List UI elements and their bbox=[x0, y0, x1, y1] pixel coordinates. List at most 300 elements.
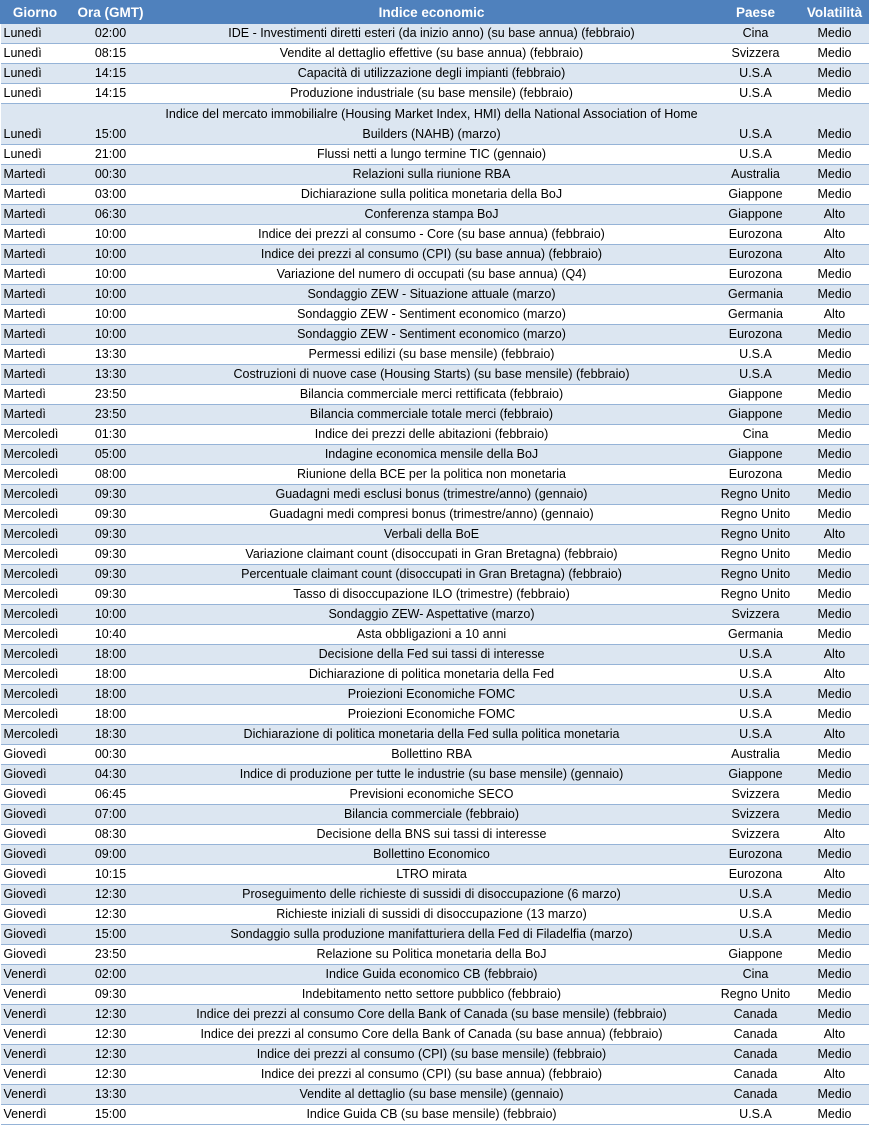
table-row bbox=[1, 765, 869, 785]
cell-time: 18:00 bbox=[70, 705, 152, 725]
table-row bbox=[1, 44, 869, 64]
cell-indicator: Richieste iniziali di sussidi di disoccupazione (13 marzo) bbox=[152, 905, 712, 925]
table-row bbox=[1, 225, 869, 245]
cell-time: 00:30 bbox=[70, 165, 152, 185]
table-row bbox=[1, 245, 869, 265]
header-indice: Indice economic bbox=[152, 1, 712, 24]
cell-country: Giappone bbox=[712, 185, 800, 205]
table-row bbox=[1, 965, 869, 985]
cell-time: 10:00 bbox=[70, 325, 152, 345]
cell-indicator: Indagine economica mensile della BoJ bbox=[152, 445, 712, 465]
cell-indicator: Dichiarazione di politica monetaria della Fed sulla politica monetaria bbox=[152, 725, 712, 745]
cell-time: 10:15 bbox=[70, 865, 152, 885]
cell-day: Martedì bbox=[1, 225, 70, 245]
cell-day: Giovedì bbox=[1, 805, 70, 825]
cell-time: 15:00 bbox=[70, 925, 152, 945]
cell-day: Martedì bbox=[1, 265, 70, 285]
cell-indicator: Asta obbligazioni a 10 anni bbox=[152, 625, 712, 645]
cell-country: Giappone bbox=[712, 405, 800, 425]
table-row bbox=[1, 785, 869, 805]
cell-country: Svizzera bbox=[712, 785, 800, 805]
cell-time: 02:00 bbox=[70, 965, 152, 985]
cell-day: Venerdì bbox=[1, 985, 70, 1005]
cell-indicator: Indice dei prezzi delle abitazioni (febbraio) bbox=[152, 425, 712, 445]
cell-indicator: IDE - Investimenti diretti esteri (da inizio anno) (su base annua) (febbraio) bbox=[152, 24, 712, 44]
cell-country: U.S.A bbox=[712, 665, 800, 685]
cell-country: Svizzera bbox=[712, 825, 800, 845]
cell-volatility: Medio bbox=[800, 185, 869, 205]
cell-day: Venerdì bbox=[1, 1085, 70, 1105]
cell-country: Regno Unito bbox=[712, 985, 800, 1005]
cell-volatility: Medio bbox=[800, 485, 869, 505]
cell-indicator: Dichiarazione di politica monetaria della Fed bbox=[152, 665, 712, 685]
cell-day: Giovedì bbox=[1, 745, 70, 765]
cell-country: Eurozona bbox=[712, 465, 800, 485]
cell-volatility: Medio bbox=[800, 84, 869, 104]
table-row bbox=[1, 345, 869, 365]
cell-indicator: Sondaggio ZEW - Sentiment economico (marzo) bbox=[152, 305, 712, 325]
cell-time: 09:30 bbox=[70, 985, 152, 1005]
cell-country: Canada bbox=[712, 1065, 800, 1085]
cell-volatility: Alto bbox=[800, 1065, 869, 1085]
cell-indicator: Proiezioni Economiche FOMC bbox=[152, 685, 712, 705]
cell-day: Mercoledì bbox=[1, 665, 70, 685]
table-row bbox=[1, 485, 869, 505]
cell-time: 09:30 bbox=[70, 565, 152, 585]
cell-volatility: Medio bbox=[800, 104, 869, 145]
cell-day: Mercoledì bbox=[1, 525, 70, 545]
cell-time: 06:30 bbox=[70, 205, 152, 225]
cell-day: Venerdì bbox=[1, 1105, 70, 1125]
table-row bbox=[1, 1065, 869, 1085]
cell-time: 13:30 bbox=[70, 1085, 152, 1105]
cell-time: 10:00 bbox=[70, 305, 152, 325]
cell-country: Giappone bbox=[712, 765, 800, 785]
cell-volatility: Medio bbox=[800, 565, 869, 585]
cell-indicator: Indice dei prezzi al consumo Core della Bank of Canada (su base mensile) (febbraio) bbox=[152, 1005, 712, 1025]
cell-country: Cina bbox=[712, 24, 800, 44]
table-row bbox=[1, 945, 869, 965]
cell-day: Venerdì bbox=[1, 965, 70, 985]
cell-country: U.S.A bbox=[712, 64, 800, 84]
table-row bbox=[1, 185, 869, 205]
cell-volatility: Medio bbox=[800, 805, 869, 825]
cell-indicator: Conferenza stampa BoJ bbox=[152, 205, 712, 225]
cell-country: Germania bbox=[712, 285, 800, 305]
cell-volatility: Alto bbox=[800, 525, 869, 545]
cell-day: Martedì bbox=[1, 305, 70, 325]
cell-country: Germania bbox=[712, 625, 800, 645]
cell-time: 04:30 bbox=[70, 765, 152, 785]
cell-volatility: Medio bbox=[800, 545, 869, 565]
table-row bbox=[1, 665, 869, 685]
cell-volatility: Medio bbox=[800, 625, 869, 645]
table-row bbox=[1, 325, 869, 345]
cell-indicator: Sondaggio sulla produzione manifatturiera della Fed di Filadelfia (marzo) bbox=[152, 925, 712, 945]
cell-country: U.S.A bbox=[712, 885, 800, 905]
cell-day: Mercoledì bbox=[1, 605, 70, 625]
cell-time: 18:30 bbox=[70, 725, 152, 745]
cell-volatility: Medio bbox=[800, 505, 869, 525]
cell-time: 12:30 bbox=[70, 885, 152, 905]
cell-volatility: Medio bbox=[800, 745, 869, 765]
cell-country: U.S.A bbox=[712, 725, 800, 745]
cell-indicator: Capacità di utilizzazione degli impianti (febbraio) bbox=[152, 64, 712, 84]
cell-country: Regno Unito bbox=[712, 585, 800, 605]
cell-country: Giappone bbox=[712, 445, 800, 465]
cell-day: Martedì bbox=[1, 245, 70, 265]
cell-country: Svizzera bbox=[712, 805, 800, 825]
table-row bbox=[1, 645, 869, 665]
cell-country: U.S.A bbox=[712, 905, 800, 925]
cell-time: 01:30 bbox=[70, 425, 152, 445]
cell-day: Mercoledì bbox=[1, 625, 70, 645]
cell-country: U.S.A bbox=[712, 1105, 800, 1125]
cell-country: Regno Unito bbox=[712, 505, 800, 525]
cell-country: U.S.A bbox=[712, 685, 800, 705]
cell-time: 00:30 bbox=[70, 745, 152, 765]
cell-time: 18:00 bbox=[70, 685, 152, 705]
table-row bbox=[1, 1085, 869, 1105]
cell-day: Mercoledì bbox=[1, 705, 70, 725]
cell-indicator: Indice dei prezzi al consumo (CPI) (su base mensile) (febbraio) bbox=[152, 1045, 712, 1065]
cell-indicator: Produzione industriale (su base mensile) (febbraio) bbox=[152, 84, 712, 104]
cell-day: Lunedì bbox=[1, 64, 70, 84]
cell-volatility: Medio bbox=[800, 585, 869, 605]
cell-day: Martedì bbox=[1, 345, 70, 365]
cell-time: 08:00 bbox=[70, 465, 152, 485]
table-row bbox=[1, 145, 869, 165]
cell-day: Martedì bbox=[1, 365, 70, 385]
cell-indicator: Guadagni medi compresi bonus (trimestre/anno) (gennaio) bbox=[152, 505, 712, 525]
header-ora: Ora (GMT) bbox=[70, 1, 152, 24]
cell-time: 07:00 bbox=[70, 805, 152, 825]
cell-indicator: Verbali della BoE bbox=[152, 525, 712, 545]
cell-country: U.S.A bbox=[712, 925, 800, 945]
cell-day: Lunedì bbox=[1, 145, 70, 165]
cell-day: Venerdì bbox=[1, 1045, 70, 1065]
cell-country: Canada bbox=[712, 1025, 800, 1045]
cell-volatility: Alto bbox=[800, 225, 869, 245]
cell-volatility: Alto bbox=[800, 205, 869, 225]
cell-day: Martedì bbox=[1, 165, 70, 185]
cell-time: 10:00 bbox=[70, 245, 152, 265]
cell-country: Cina bbox=[712, 965, 800, 985]
cell-day: Mercoledì bbox=[1, 485, 70, 505]
table-row bbox=[1, 1005, 869, 1025]
cell-country: U.S.A bbox=[712, 705, 800, 725]
cell-indicator: Indice dei prezzi al consumo (CPI) (su base annua) (febbraio) bbox=[152, 245, 712, 265]
cell-day: Giovedì bbox=[1, 765, 70, 785]
cell-indicator: Costruzioni di nuove case (Housing Starts) (su base mensile) (febbraio) bbox=[152, 365, 712, 385]
cell-indicator: Indice di produzione per tutte le industrie (su base mensile) (gennaio) bbox=[152, 765, 712, 785]
cell-country: Canada bbox=[712, 1045, 800, 1065]
cell-indicator: Guadagni medi esclusi bonus (trimestre/anno) (gennaio) bbox=[152, 485, 712, 505]
cell-time: 10:40 bbox=[70, 625, 152, 645]
table-row bbox=[1, 585, 869, 605]
cell-indicator: LTRO mirata bbox=[152, 865, 712, 885]
cell-country: Canada bbox=[712, 1085, 800, 1105]
cell-indicator: Indice Guida economico CB (febbraio) bbox=[152, 965, 712, 985]
cell-indicator: Riunione della BCE per la politica non monetaria bbox=[152, 465, 712, 485]
table-row bbox=[1, 685, 869, 705]
cell-country: Eurozona bbox=[712, 325, 800, 345]
cell-volatility: Medio bbox=[800, 405, 869, 425]
cell-country: Giappone bbox=[712, 385, 800, 405]
cell-volatility: Medio bbox=[800, 1105, 869, 1125]
cell-volatility: Medio bbox=[800, 265, 869, 285]
table-row bbox=[1, 565, 869, 585]
cell-indicator: Dichiarazione sulla politica monetaria della BoJ bbox=[152, 185, 712, 205]
table-row bbox=[1, 24, 869, 44]
cell-day: Giovedì bbox=[1, 865, 70, 885]
cell-country: U.S.A bbox=[712, 365, 800, 385]
cell-time: 09:30 bbox=[70, 485, 152, 505]
table-row bbox=[1, 285, 869, 305]
cell-time: 21:00 bbox=[70, 145, 152, 165]
cell-time: 12:30 bbox=[70, 1025, 152, 1045]
cell-time: 12:30 bbox=[70, 905, 152, 925]
cell-volatility: Alto bbox=[800, 865, 869, 885]
cell-time: 08:30 bbox=[70, 825, 152, 845]
cell-day: Mercoledì bbox=[1, 465, 70, 485]
cell-time: 09:30 bbox=[70, 505, 152, 525]
cell-country: Eurozona bbox=[712, 225, 800, 245]
cell-volatility: Alto bbox=[800, 645, 869, 665]
cell-day: Giovedì bbox=[1, 785, 70, 805]
cell-volatility: Medio bbox=[800, 845, 869, 865]
cell-country: U.S.A bbox=[712, 345, 800, 365]
table-row bbox=[1, 525, 869, 545]
cell-day: Martedì bbox=[1, 205, 70, 225]
cell-volatility: Alto bbox=[800, 725, 869, 745]
cell-volatility: Medio bbox=[800, 1045, 869, 1065]
cell-volatility: Alto bbox=[800, 245, 869, 265]
cell-indicator: Previsioni economiche SECO bbox=[152, 785, 712, 805]
cell-indicator: Bilancia commerciale totale merci (febbraio) bbox=[152, 405, 712, 425]
cell-time: 18:00 bbox=[70, 665, 152, 685]
cell-day: Martedì bbox=[1, 325, 70, 345]
cell-time: 09:30 bbox=[70, 585, 152, 605]
cell-day: Lunedì bbox=[1, 24, 70, 44]
cell-indicator: Proseguimento delle richieste di sussidi di disoccupazione (6 marzo) bbox=[152, 885, 712, 905]
cell-time: 02:00 bbox=[70, 24, 152, 44]
cell-time: 09:00 bbox=[70, 845, 152, 865]
cell-country: Australia bbox=[712, 165, 800, 185]
table-row bbox=[1, 425, 869, 445]
cell-indicator: Variazione del numero di occupati (su base annua) (Q4) bbox=[152, 265, 712, 285]
cell-day: Venerdì bbox=[1, 1025, 70, 1045]
cell-volatility: Medio bbox=[800, 64, 869, 84]
cell-time: 13:30 bbox=[70, 345, 152, 365]
table-row bbox=[1, 985, 869, 1005]
cell-time: 12:30 bbox=[70, 1005, 152, 1025]
cell-indicator: Indebitamento netto settore pubblico (febbraio) bbox=[152, 985, 712, 1005]
cell-country: Eurozona bbox=[712, 845, 800, 865]
table-row bbox=[1, 84, 869, 104]
cell-indicator: Indice dei prezzi al consumo Core della Bank of Canada (su base annua) (febbraio) bbox=[152, 1025, 712, 1045]
cell-time: 10:00 bbox=[70, 605, 152, 625]
cell-volatility: Medio bbox=[800, 385, 869, 405]
cell-time: 12:30 bbox=[70, 1065, 152, 1085]
cell-day: Giovedì bbox=[1, 825, 70, 845]
cell-time: 05:00 bbox=[70, 445, 152, 465]
cell-country: Canada bbox=[712, 1005, 800, 1025]
cell-volatility: Medio bbox=[800, 285, 869, 305]
cell-indicator: Decisione della BNS sui tassi di interesse bbox=[152, 825, 712, 845]
cell-country: Giappone bbox=[712, 205, 800, 225]
cell-volatility: Medio bbox=[800, 1085, 869, 1105]
cell-day: Venerdì bbox=[1, 1005, 70, 1025]
cell-volatility: Medio bbox=[800, 965, 869, 985]
cell-country: Australia bbox=[712, 745, 800, 765]
cell-day: Mercoledì bbox=[1, 565, 70, 585]
cell-volatility: Alto bbox=[800, 825, 869, 845]
cell-day: Giovedì bbox=[1, 845, 70, 865]
cell-volatility: Medio bbox=[800, 445, 869, 465]
table-row bbox=[1, 505, 869, 525]
cell-indicator: Indice del mercato immobilialre (Housing Market Index, HMI) della National Association of Home Builders (NAHB) (marzo) bbox=[152, 104, 712, 145]
table-row bbox=[1, 104, 869, 145]
cell-indicator: Indice Guida CB (su base mensile) (febbraio) bbox=[152, 1105, 712, 1125]
cell-day: Giovedì bbox=[1, 945, 70, 965]
cell-day: Martedì bbox=[1, 385, 70, 405]
table-row bbox=[1, 1105, 869, 1125]
cell-time: 13:30 bbox=[70, 365, 152, 385]
cell-country: Eurozona bbox=[712, 265, 800, 285]
cell-indicator: Variazione claimant count (disoccupati in Gran Bretagna) (febbraio) bbox=[152, 545, 712, 565]
cell-day: Giovedì bbox=[1, 885, 70, 905]
cell-indicator: Percentuale claimant count (disoccupati in Gran Bretagna) (febbraio) bbox=[152, 565, 712, 585]
cell-indicator: Proiezioni Economiche FOMC bbox=[152, 705, 712, 725]
table-row bbox=[1, 605, 869, 625]
header-volatilita: Volatilità bbox=[800, 1, 869, 24]
table-row bbox=[1, 1045, 869, 1065]
cell-volatility: Alto bbox=[800, 665, 869, 685]
cell-volatility: Medio bbox=[800, 605, 869, 625]
cell-volatility: Medio bbox=[800, 465, 869, 485]
cell-country: Cina bbox=[712, 425, 800, 445]
cell-volatility: Medio bbox=[800, 905, 869, 925]
cell-volatility: Medio bbox=[800, 165, 869, 185]
cell-indicator: Bilancia commerciale (febbraio) bbox=[152, 805, 712, 825]
cell-day: Mercoledì bbox=[1, 685, 70, 705]
cell-country: U.S.A bbox=[712, 645, 800, 665]
cell-indicator: Relazioni sulla riunione RBA bbox=[152, 165, 712, 185]
cell-indicator: Tasso di disoccupazione ILO (trimestre) (febbraio) bbox=[152, 585, 712, 605]
table-row bbox=[1, 445, 869, 465]
cell-time: 09:30 bbox=[70, 545, 152, 565]
cell-country: U.S.A bbox=[712, 84, 800, 104]
cell-indicator: Flussi netti a lungo termine TIC (gennaio) bbox=[152, 145, 712, 165]
table-row bbox=[1, 745, 869, 765]
cell-time: 14:15 bbox=[70, 84, 152, 104]
table-row bbox=[1, 865, 869, 885]
cell-country: Eurozona bbox=[712, 865, 800, 885]
cell-day: Martedì bbox=[1, 405, 70, 425]
cell-country: Regno Unito bbox=[712, 525, 800, 545]
cell-volatility: Medio bbox=[800, 705, 869, 725]
table-row bbox=[1, 625, 869, 645]
table-header-row bbox=[1, 1, 869, 24]
cell-volatility: Medio bbox=[800, 925, 869, 945]
cell-indicator: Bilancia commerciale merci rettificata (febbraio) bbox=[152, 385, 712, 405]
cell-volatility: Alto bbox=[800, 1025, 869, 1045]
cell-volatility: Medio bbox=[800, 145, 869, 165]
cell-day: Mercoledì bbox=[1, 445, 70, 465]
cell-country: U.S.A bbox=[712, 104, 800, 145]
cell-country: Regno Unito bbox=[712, 565, 800, 585]
cell-country: Eurozona bbox=[712, 245, 800, 265]
cell-day: Giovedì bbox=[1, 925, 70, 945]
table-body bbox=[1, 24, 869, 1125]
cell-country: Svizzera bbox=[712, 605, 800, 625]
table-row bbox=[1, 805, 869, 825]
cell-day: Venerdì bbox=[1, 1065, 70, 1085]
cell-indicator: Sondaggio ZEW- Aspettative (marzo) bbox=[152, 605, 712, 625]
cell-day: Mercoledì bbox=[1, 725, 70, 745]
cell-time: 03:00 bbox=[70, 185, 152, 205]
cell-indicator: Indice dei prezzi al consumo - Core (su base annua) (febbraio) bbox=[152, 225, 712, 245]
table-row bbox=[1, 545, 869, 565]
header-paese: Paese bbox=[712, 1, 800, 24]
cell-volatility: Medio bbox=[800, 945, 869, 965]
cell-time: 15:00 bbox=[70, 104, 152, 145]
cell-indicator: Vendite al dettaglio effettive (su base annua) (febbraio) bbox=[152, 44, 712, 64]
cell-time: 12:30 bbox=[70, 1045, 152, 1065]
cell-country: Giappone bbox=[712, 945, 800, 965]
cell-volatility: Medio bbox=[800, 685, 869, 705]
cell-day: Lunedì bbox=[1, 44, 70, 64]
cell-day: Giovedì bbox=[1, 905, 70, 925]
cell-country: U.S.A bbox=[712, 145, 800, 165]
cell-time: 15:00 bbox=[70, 1105, 152, 1125]
table-row bbox=[1, 925, 869, 945]
table-row bbox=[1, 64, 869, 84]
cell-volatility: Alto bbox=[800, 305, 869, 325]
cell-time: 10:00 bbox=[70, 225, 152, 245]
header-giorno: Giorno bbox=[1, 1, 70, 24]
cell-day: Lunedì bbox=[1, 84, 70, 104]
table-row bbox=[1, 205, 869, 225]
cell-indicator: Permessi edilizi (su base mensile) (febbraio) bbox=[152, 345, 712, 365]
cell-volatility: Medio bbox=[800, 1005, 869, 1025]
cell-volatility: Medio bbox=[800, 345, 869, 365]
cell-time: 08:15 bbox=[70, 44, 152, 64]
cell-country: Regno Unito bbox=[712, 485, 800, 505]
table-row bbox=[1, 1025, 869, 1045]
cell-volatility: Medio bbox=[800, 985, 869, 1005]
cell-country: Svizzera bbox=[712, 44, 800, 64]
cell-day: Mercoledì bbox=[1, 545, 70, 565]
cell-day: Mercoledì bbox=[1, 425, 70, 445]
cell-country: Germania bbox=[712, 305, 800, 325]
cell-volatility: Medio bbox=[800, 325, 869, 345]
cell-time: 06:45 bbox=[70, 785, 152, 805]
cell-day: Lunedì bbox=[1, 104, 70, 145]
cell-time: 14:15 bbox=[70, 64, 152, 84]
cell-volatility: Medio bbox=[800, 24, 869, 44]
table-row bbox=[1, 385, 869, 405]
cell-time: 23:50 bbox=[70, 945, 152, 965]
cell-volatility: Medio bbox=[800, 765, 869, 785]
cell-time: 23:50 bbox=[70, 385, 152, 405]
cell-day: Martedì bbox=[1, 285, 70, 305]
cell-indicator: Decisione della Fed sui tassi di interesse bbox=[152, 645, 712, 665]
cell-country: Regno Unito bbox=[712, 545, 800, 565]
table-row bbox=[1, 305, 869, 325]
table-row bbox=[1, 265, 869, 285]
